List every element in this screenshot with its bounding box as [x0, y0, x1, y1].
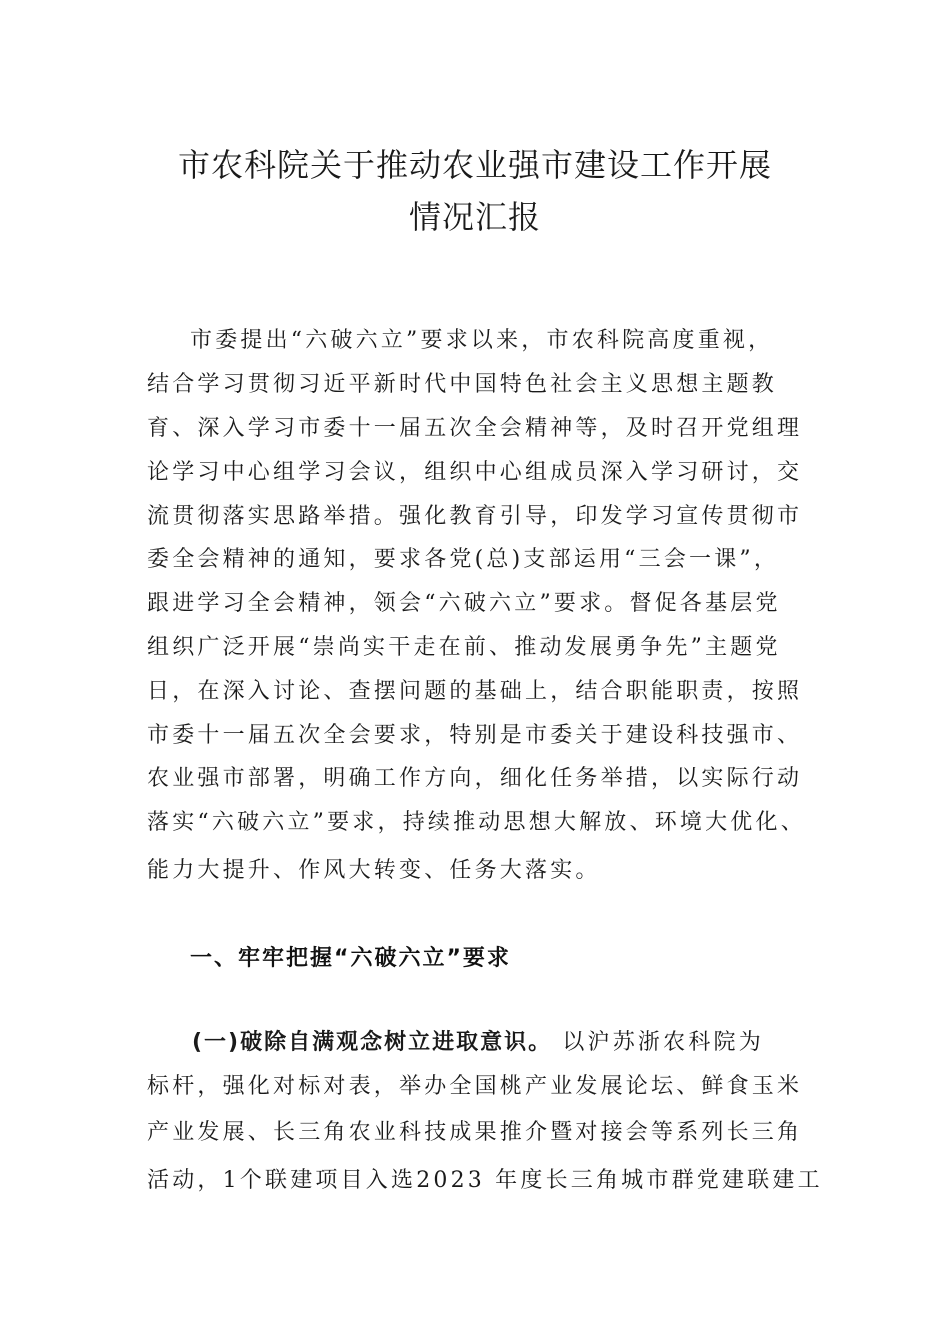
document-title-line-2: 情况汇报 — [408, 198, 541, 236]
subsection-paragraph-line: 产业发展、长三角农业科技成果推介暨对接会等系列长三角 — [147, 1120, 803, 1145]
subsection-first-line — [192, 1028, 812, 1058]
intro-paragraph-line: 农业强市部署，明确工作方向，细化任务举措，以实际行动 — [147, 766, 803, 791]
intro-paragraph-line: 日，在深入讨论、查摆问题的基础上，结合职能职责，按照 — [147, 679, 803, 704]
intro-paragraph-line: 市委提出“六破六立”要求以来，市农科院高度重视， — [190, 328, 774, 353]
intro-paragraph-line: 跟进学习全会精神，领会“六破六立”要求。督促各基层党 — [147, 591, 781, 616]
intro-paragraph-line: 流贯彻落实思路举措。强化教育引导，印发学习宣传贯彻市 — [147, 504, 803, 529]
intro-paragraph-line: 委全会精神的通知，要求各党(总)支部运用“三会一课”， — [147, 547, 780, 572]
section-heading: 一、牢牢把握“六破六立”要求 — [190, 946, 511, 971]
subsection-heading: (一)破除自满观念树立进取意识。 — [192, 1030, 553, 1055]
subsection-paragraph-line: 标杆，强化对标对表，举办全国桃产业发展论坛、鲜食玉米 — [147, 1074, 803, 1099]
subsection-text: 以沪苏浙农科院为 — [552, 1030, 764, 1055]
intro-paragraph-line: 组织广泛开展“崇尚实干走在前、推动发展勇争先”主题党 — [147, 635, 781, 660]
intro-paragraph-line: 市委十一届五次全会要求，特别是市委关于建设科技强市、 — [147, 723, 803, 748]
intro-paragraph-line: 落实“六破六立”要求，持续推动思想大解放、环境大优化、 — [147, 810, 806, 835]
subsection-paragraph-line: 活动，1个联建项目入选2023 年度长三角城市群党建联建工 — [147, 1168, 823, 1193]
intro-paragraph-line: 结合学习贯彻习近平新时代中国特色社会主义思想主题教 — [147, 372, 778, 397]
intro-paragraph-line: 论学习中心组学习会议，组织中心组成员深入学习研讨，交 — [147, 460, 803, 485]
document-title-line-1: 市农科院关于推动农业强市建设工作开展 — [177, 146, 772, 184]
intro-paragraph-line: 能力大提升、作风大转变、任务大落实。 — [147, 858, 601, 883]
intro-paragraph-line: 育、深入学习市委十一届五次全会精神等，及时召开党组理 — [147, 416, 803, 441]
